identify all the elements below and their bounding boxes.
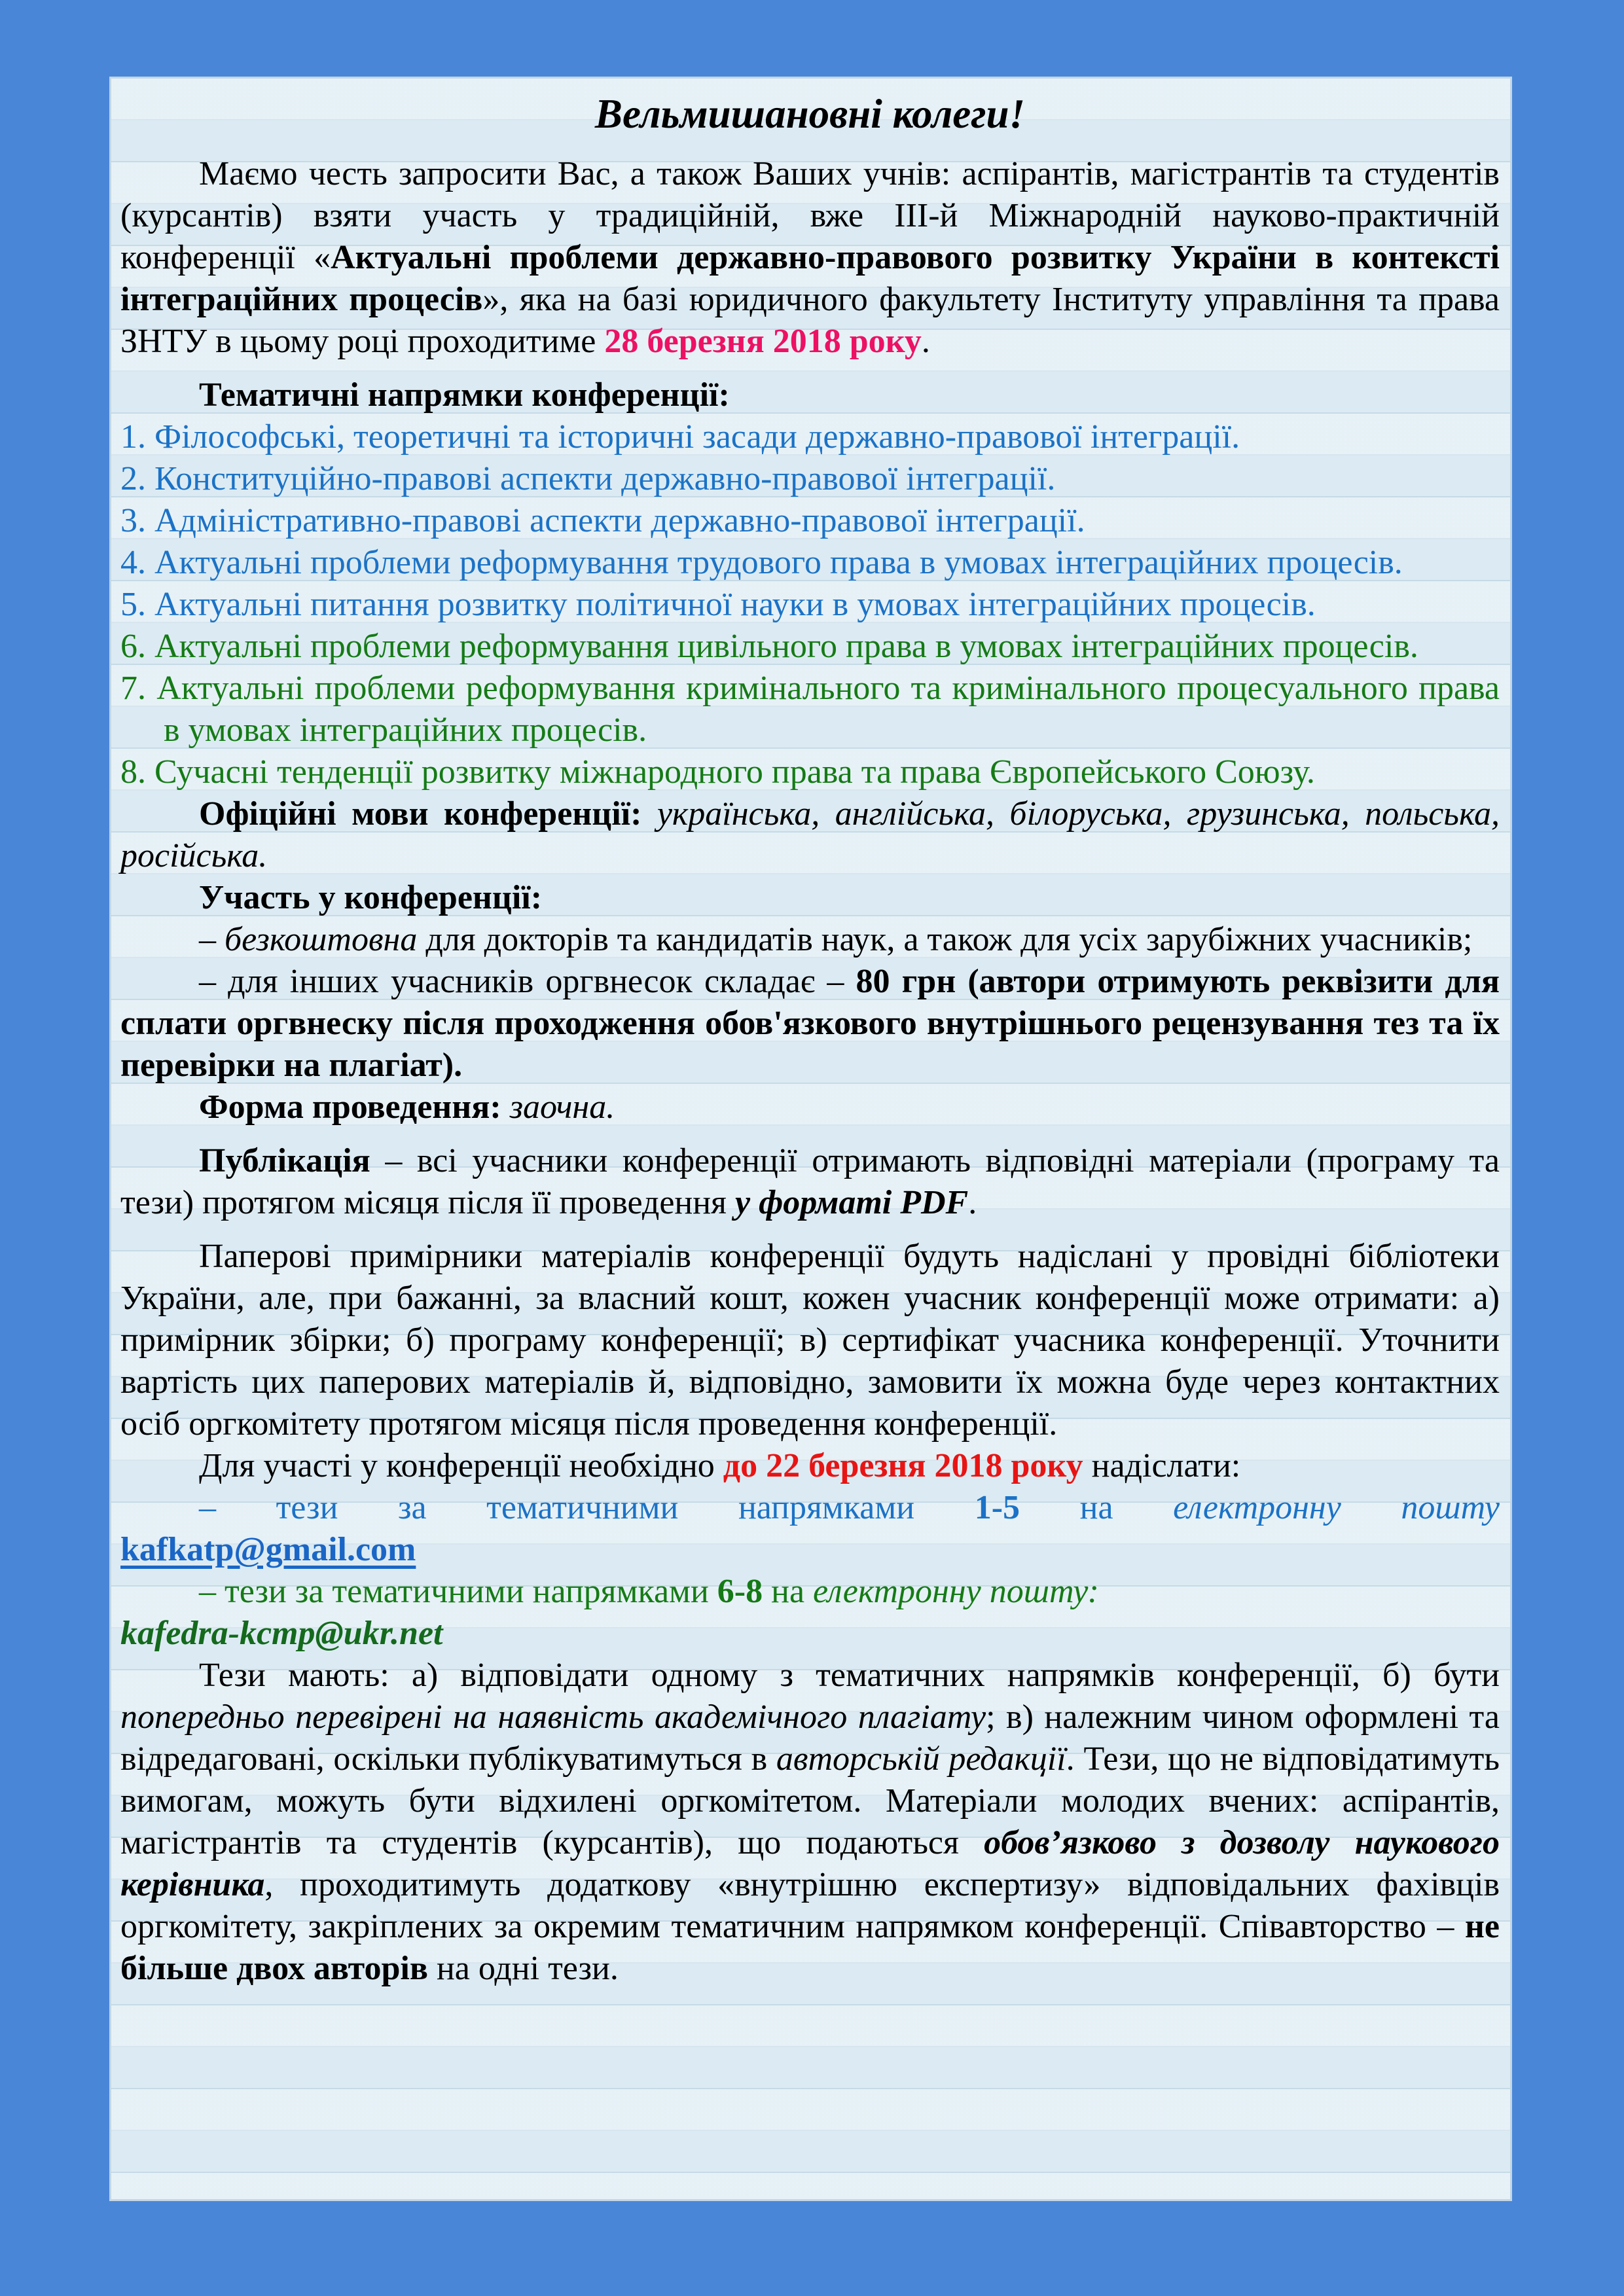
document-body [120,153,1500,1990]
topic-item-4: 4. Актуальні проблеми реформування трудового права в умовах інтеграційних процесів. [120,544,1403,581]
theses-requirements-paragraph: Тези мають: а) відповідати одному з тематичних напрямків конференції, б) бути попередньо перевірені на наявність академічного плагіату; в) належним чином оформлені та відредаговані, оскільки публікуватимуться в авторській редакції. Тези, що не відповідатимуть вимогам, можуть бути відхилені оргкомітетом. Матеріали молодих вчених: аспірантів, магістрантів та студентів (курсантів), що подаються обов’язково з дозволу наукового керівника, проходитимуть додаткову «внутрішню експертизу» відповідальних фахівців оргкомітету, закріплених за окремим тематичним напрямком конференції. Співавторство – не більше двох авторів на одні тези. [120,1657,1500,1987]
topic-item-5: 5. Актуальні питання розвитку політичної науки в умовах інтеграційних процесів. [120,586,1316,623]
publication-paragraph: Публікація – всі учасники конференції отримають відповідні матеріали (програму та тези) протягом місяця після її проведення у форматі PDF. [120,1142,1500,1221]
topic-item-6: 6. Актуальні проблеми реформування цивільного права в умовах інтеграційних процесів. [120,628,1418,665]
topic-item-1: 1. Філософські, теоретичні та історичні засади державно-правової інтеграції. [120,418,1240,456]
participation-heading: Участь у конференції: [199,879,543,916]
document-title: Вельмишановні колеги! [594,91,1026,137]
free-participation-item: – безкоштовна для докторів та кандидатів наук, а також для усіх зарубіжних учасників; [199,921,1473,958]
deadline-line: Для участі у конференції необхідно до 22 березня 2018 року надіслати: [199,1447,1241,1484]
topics-1-5-email-line: – тези за тематичними напрямками 1-5 на електронну пошту [199,1489,1500,1526]
submission-deadline: до 22 березня 2018 року [723,1447,1083,1484]
topics-heading: Тематичні напрямки конференції: [199,376,730,414]
document-panel [109,77,1512,2201]
gmail-link[interactable]: kafkatp@gmail.com [120,1531,416,1568]
fee-item: – для інших учасників оргвнесок складає – 80 грн (автори отримують реквізити для сплати оргвнеску після проходження обов'язкового внутрішнього рецензування тез та їх перевірки на плагіат). [120,963,1500,1084]
conference-date: 28 березня 2018 року [604,323,922,360]
intro-paragraph: Маємо честь запросити Вас, а також Ваших учнів: аспірантів, магістрантів та студентів (курсантів) взяти участь у традиційній, вже ІІІ-й Міжнародній науково-практичній конференції «Актуальні проблеми державно-правового розвитку України в контексті інтеграційних процесів», яка на базі юридичного факультету Інституту управління та права ЗНТУ в цьому році проходитиме 28 березня 2018 року. [120,155,1500,360]
ukrnet-link-line [120,1613,1500,1655]
ukrnet-link[interactable]: kafedra-kcmp@ukr.net [120,1615,443,1652]
topic-item-8: 8. Сучасні тенденції розвитку міжнародного права та права Європейського Союзу. [120,753,1315,791]
languages-paragraph: Офіційні мови конференції: українська, англійська, білоруська, грузинська, польська, російська. [120,795,1500,874]
topics-6-8-email-line: – тези за тематичними напрямками 6-8 на електронну пошту: [199,1573,1099,1610]
gmail-link-line [120,1529,1500,1571]
topic-item-7: 7. Актуальні проблеми реформування кримінального та кримінального процесуального права в умовах інтеграційних процесів. [120,670,1500,749]
topic-item-2: 2. Конституційно-правові аспекти державно-правової інтеграції. [120,460,1056,497]
topic-item-3: 3. Адміністративно-правові аспекти державно-правової інтеграції. [120,502,1085,539]
format-line: Форма проведення: заочна. [199,1088,615,1126]
paper-copies-paragraph: Паперові примірники матеріалів конференції будуть надіслані у провідні бібліотеки України, але, при бажанні, за власний кошт, кожен учасник конференції може отримати: а) примірник збірки; б) програму конференції; в) сертифікат учасника конференції. Уточнити вартість цих паперових матеріалів й, відповідно, замовити їх можна буде через контактних осіб оргкомітету протягом місяця після проведення конференції. [120,1238,1500,1443]
